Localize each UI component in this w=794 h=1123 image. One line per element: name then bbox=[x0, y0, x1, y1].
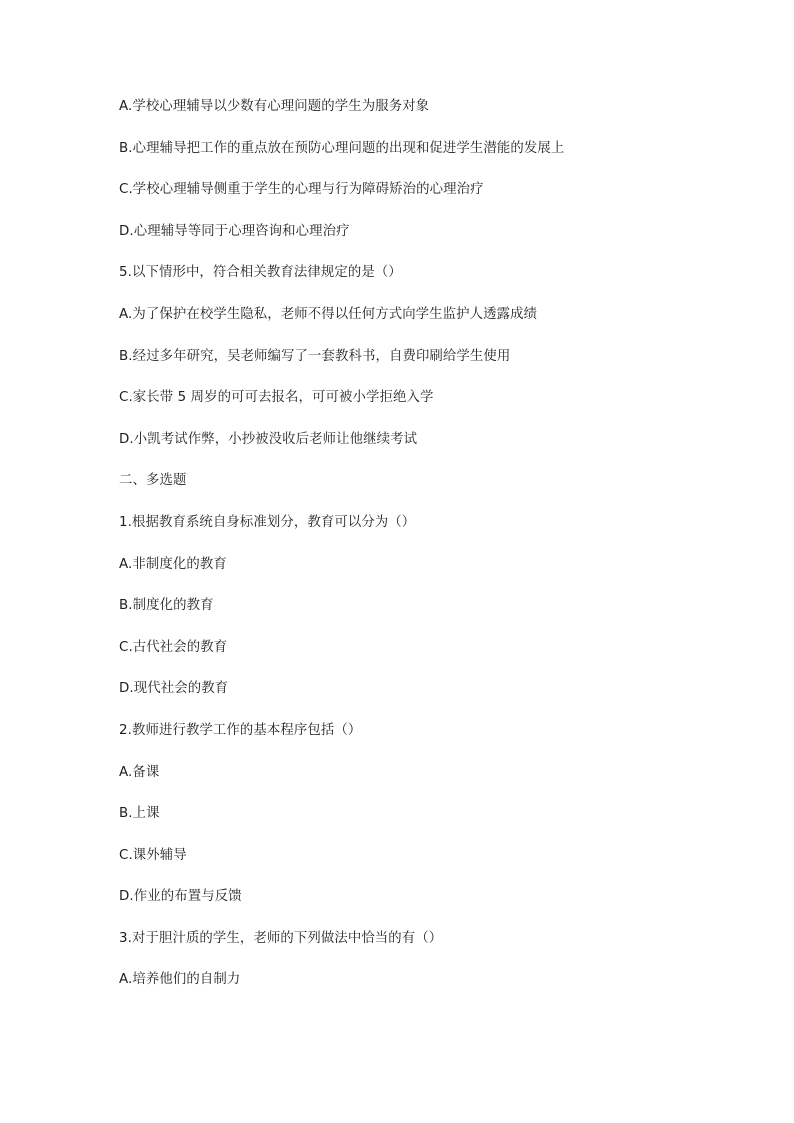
option-text: B.上课 bbox=[119, 806, 160, 822]
section-heading: 二、多选题 bbox=[119, 473, 187, 489]
option-text: B.制度化的教育 bbox=[119, 598, 214, 614]
option-text: D.作业的布置与反馈 bbox=[119, 889, 242, 905]
option-text: B.心理辅导把工作的重点放在预防心理问题的出现和促进学生潜能的发展上 bbox=[119, 140, 565, 156]
option-text: C.古代社会的教育 bbox=[119, 639, 228, 655]
option-text: C.学校心理辅导侧重于学生的心理与行为障碍矫治的心理治疗 bbox=[119, 182, 484, 198]
question-text: 1.根据教育系统自身标准划分，教育可以分为（） bbox=[119, 514, 416, 530]
option-text: A.培养他们的自制力 bbox=[119, 972, 241, 988]
option-text: C.课外辅导 bbox=[119, 847, 187, 863]
question-text: 3.对于胆汁质的学生，老师的下列做法中恰当的有（） bbox=[119, 930, 443, 946]
option-text: D.心理辅导等同于心理咨询和心理治疗 bbox=[119, 223, 350, 239]
option-text: C.家长带 5 周岁的可可去报名，可可被小学拒绝入学 bbox=[119, 390, 434, 406]
option-text: D.小凯考试作弊，小抄被没收后老师让他继续考试 bbox=[119, 431, 418, 447]
option-text: D.现代社会的教育 bbox=[119, 681, 229, 697]
question-list bbox=[119, 96, 759, 1011]
option-text: A.学校心理辅导以少数有心理问题的学生为服务对象 bbox=[119, 99, 430, 114]
option-text: A.备课 bbox=[119, 764, 160, 780]
option-text: A.为了保护在校学生隐私，老师不得以任何方式向学生监护人透露成绩 bbox=[119, 306, 538, 322]
question-text: 2.教师进行教学工作的基本程序包括（） bbox=[119, 722, 362, 738]
option-text: A.非制度化的教育 bbox=[119, 556, 227, 572]
option-text: B.经过多年研究，吴老师编写了一套教科书，自费印刷给学生使用 bbox=[119, 348, 511, 364]
question-text: 5.以下情形中，符合相关教育法律规定的是（） bbox=[119, 265, 402, 281]
